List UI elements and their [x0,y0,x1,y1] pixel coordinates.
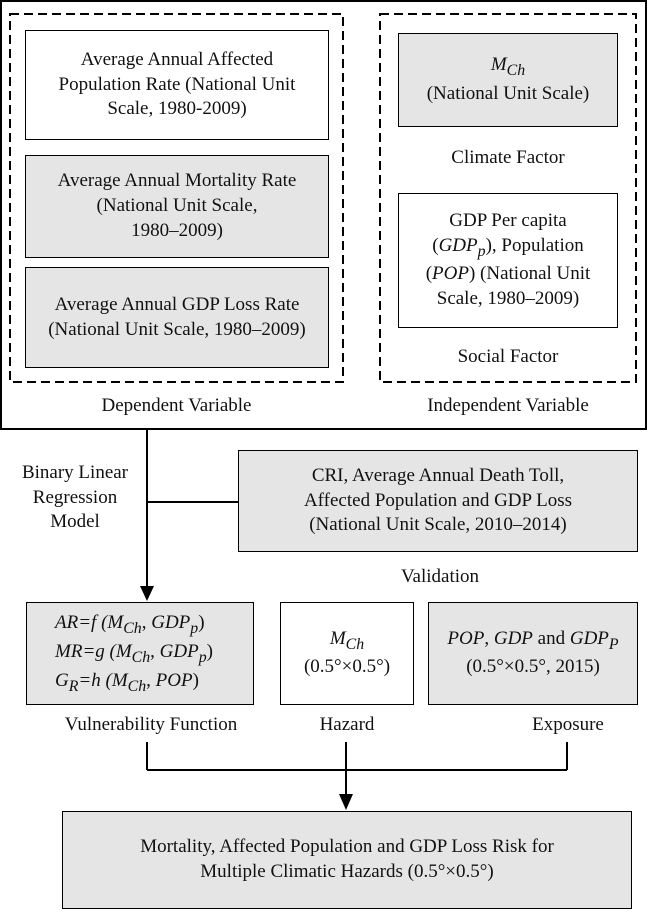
validation-label: Validation [400,566,480,587]
eq-op: =g ( [82,640,116,662]
model-arrow-head [140,586,154,601]
mr-equation [55,639,213,668]
hazard-label: Hazard [319,714,375,735]
affected-population-rate-box [25,30,329,140]
vulnerability-function-label: Vulnerability Function [64,714,238,735]
eq-var: GDP [159,640,199,662]
paren: ( [425,263,433,285]
result-line: Mortality, Affected Population and GDP Loss Risk for [140,836,554,858]
eq-lhs: AR [55,611,79,633]
box-line: Average Annual Affected [80,48,274,70]
pop-variable: POP [447,627,485,649]
vulnerability-function-box [26,602,254,705]
gdp-variable: GDP [438,234,478,256]
cri-line: CRI, Average Annual Death Toll, [311,464,565,486]
eq-var: M [111,670,128,692]
eq-lhs: MR [55,640,83,662]
cri-line: (National Unit Scale, 2010–2014) [309,514,567,536]
exposure-resolution: (0.5°×0.5°, 2015) [466,656,600,678]
social-factor-label: Social Factor [457,346,559,367]
ar-equation [55,610,213,639]
box-line: 1980–2009) [131,219,223,241]
independent-variable-caption: Independent Variable [427,395,589,416]
hazard-resolution: (0.5°×0.5°) [303,656,391,678]
mch-subscript: Ch [506,62,526,80]
social-line-2-rest: ), Population [485,234,584,256]
exposure-sep: and [532,627,570,649]
eq-op: =f ( [78,611,108,633]
gdp-subscript: P [608,635,619,653]
model-label-line: Model [50,511,100,533]
gdp-variable: GDP [493,627,533,649]
gdp-variable: GDP [569,627,609,649]
eq-var: M [115,640,132,662]
eq-close: ) [192,670,199,692]
risk-result-box [62,811,632,909]
mch-subscript: Ch [345,635,365,653]
eq-sub: Ch [127,677,147,695]
social-line-4: Scale, 1980–2009) [436,288,580,310]
cri-line: Affected Population and GDP Loss [303,489,573,511]
model-label-line: Regression [32,486,118,508]
social-line-3-rest: ) (National Unit [468,263,591,285]
paren: ( [432,234,439,256]
eq-close: ) [198,611,205,633]
eq-sub: Ch [131,648,151,666]
eq-op: =h ( [78,670,112,692]
social-line-1: GDP Per capita [449,210,567,232]
eq-sub: p [198,648,207,666]
eq-comma: , [150,640,160,662]
hazard-box [280,602,414,705]
dependent-variable-caption: Dependent Variable [101,395,252,416]
box-line: Scale, 1980-2009) [107,98,247,120]
eq-comma: , [146,670,156,692]
eq-sub: p [190,619,199,637]
pop-variable: POP [432,263,469,285]
box-line: Population Rate (National Unit [58,73,296,95]
eq-comma: , [141,611,152,633]
eq-sub: R [68,677,79,695]
regression-model-label [0,461,150,535]
exposure-label: Exposure [532,714,604,735]
box-line: Average Annual Mortality Rate [57,170,297,192]
eq-var: POP [155,670,193,692]
mch-variable: M [490,54,507,76]
climate-factor-box [398,33,618,127]
model-label-line: Binary Linear [21,462,129,483]
gdp-loss-rate-box [25,267,329,368]
social-factor-box [398,193,618,328]
mortality-rate-box [25,155,329,258]
exposure-sep: , [484,627,494,649]
climate-scale: (National Unit Scale) [426,82,590,104]
eq-var: GDP [151,611,191,633]
eq-sub: Ch [123,619,142,637]
result-line: Multiple Climatic Hazards (0.5°×0.5°) [200,861,494,882]
mch-variable: M [329,627,346,649]
eq-lhs: G [55,670,69,692]
box-line: Average Annual GDP Loss Rate [54,293,300,315]
box-line: (National Unit Scale, 1980–2009) [48,318,306,340]
climate-factor-label: Climate Factor [451,147,565,168]
box-line: (National Unit Scale, [96,195,258,217]
cri-validation-box [238,450,638,552]
eq-close: ) [206,640,213,662]
exposure-box [428,602,638,705]
eq-var: M [107,611,124,633]
gdp-subscript: p [477,242,486,260]
gr-equation [55,668,213,697]
result-arrow-head [339,794,353,810]
